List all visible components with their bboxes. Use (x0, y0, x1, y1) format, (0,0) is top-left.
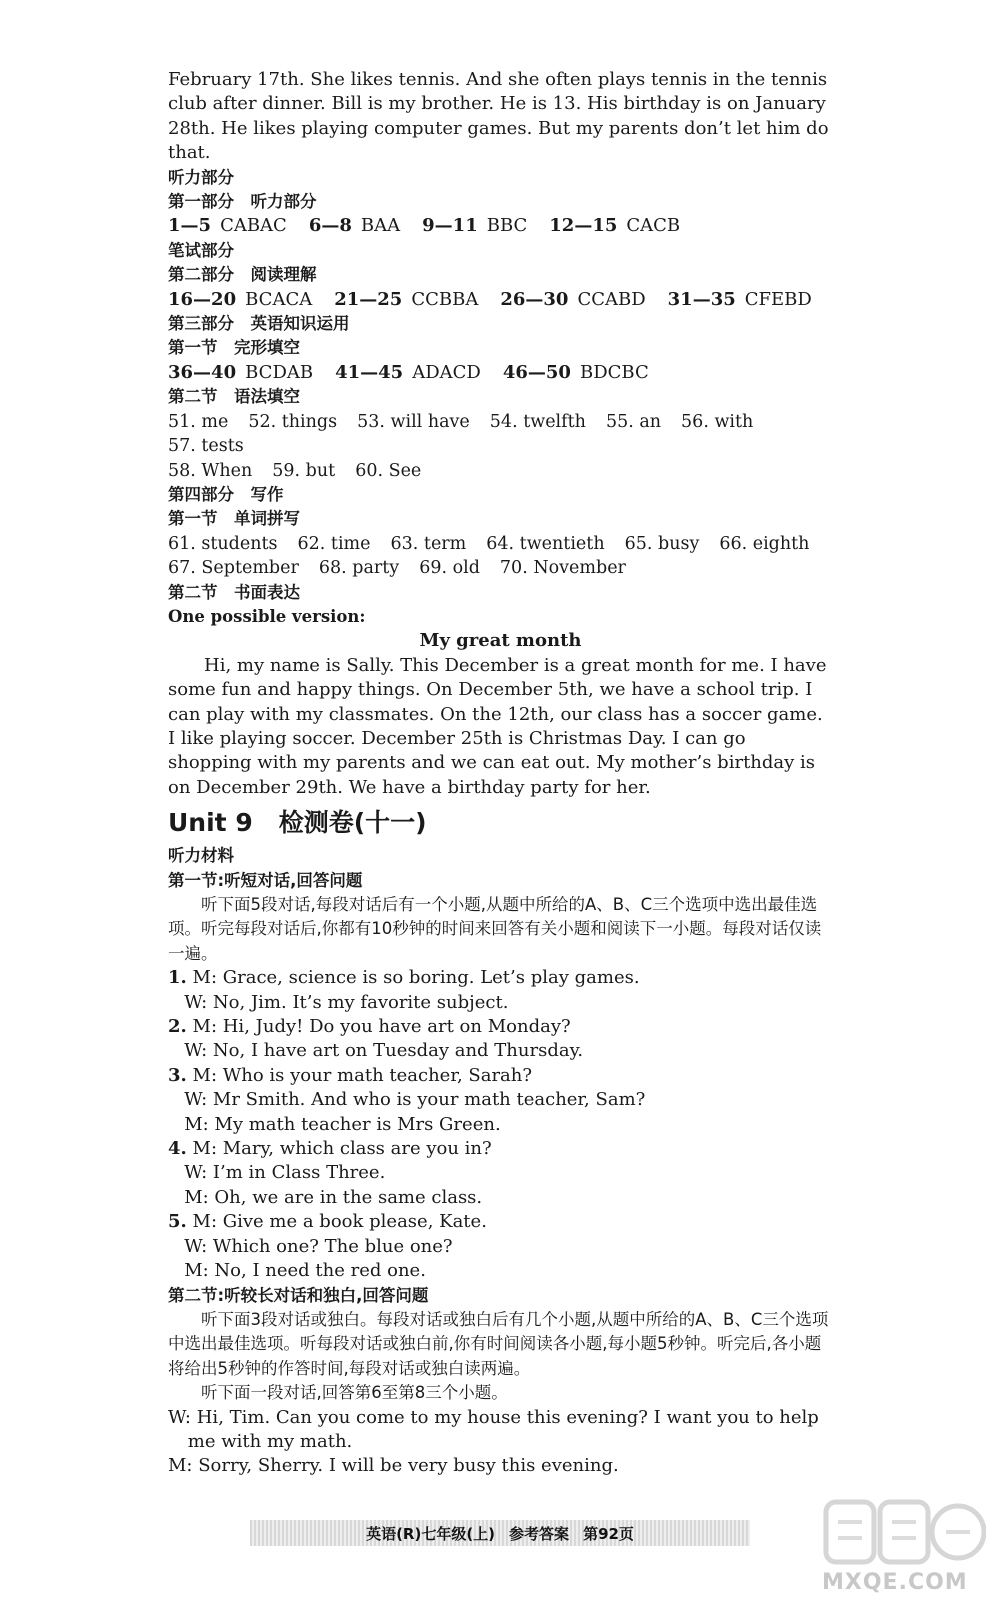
answer-letters: BAA (351, 215, 401, 237)
dialogue-text: Mr Smith. And who is your math teacher, Sam? (207, 1089, 646, 1111)
page-footer (250, 1520, 750, 1546)
part3-heading: 第三部分 英语知识运用 (168, 314, 350, 334)
speaker-label: M: (186, 1138, 218, 1160)
section2-prompt: 听下面一段对话,回答第6至第8三个小题。 (201, 1383, 508, 1403)
speaker-label: M: (168, 1455, 193, 1477)
writing-heading: 第二节 书面表达 (168, 582, 300, 602)
dialogue-text: Hi, Tim. Can you come to my house this evening? I want you to help me with my math. (187, 1406, 819, 1452)
footer-page-number: 第92页 (583, 1524, 634, 1543)
dialogue-line (168, 991, 833, 1015)
short-dialogues (168, 966, 833, 1283)
fill-answer: 62. time (297, 533, 371, 554)
fill-answer: 52. things (248, 411, 338, 432)
answer-letters: BCACA (236, 288, 313, 310)
dialogue-text: No, Jim. It’s my favorite subject. (207, 991, 509, 1013)
dialogue-text: Give me a book please, Kate. (217, 1211, 487, 1233)
fill-answer: 54. twelfth (489, 411, 586, 432)
answer-range: 21—25 (334, 288, 403, 310)
dialogue-line (168, 1015, 833, 1039)
answer-letters: BDCBC (570, 361, 649, 383)
dialogue-text: Grace, science is so boring. Let’s play games. (217, 967, 640, 989)
answer-group (335, 361, 481, 385)
fill-answer: 64. twentieth (486, 533, 605, 554)
spelling-answers-row2 (168, 556, 833, 580)
answer-range: 46—50 (502, 361, 571, 383)
dialogue-line (168, 1137, 833, 1161)
answer-letters: CABAC (211, 215, 287, 237)
fill-answer: 65. busy (624, 533, 700, 554)
listening-label: 听力部分 (168, 167, 234, 187)
dialogue-line (168, 1088, 833, 1112)
watermark-text: MXQE.COM (822, 1570, 968, 1595)
fill-answer: 58. When (168, 460, 253, 481)
question-number: 2. (168, 1016, 187, 1038)
fill-answer: 60. See (355, 460, 422, 481)
fill-answer: 55. an (605, 411, 662, 432)
dialogue-text: No, I need the red one. (208, 1260, 426, 1282)
dialogue-line (168, 1064, 833, 1088)
grammar-heading: 第二节 语法填空 (168, 387, 300, 407)
part1-answers (168, 214, 833, 238)
fill-answer: 66. eighth (719, 533, 810, 554)
answer-range: 41—45 (335, 361, 404, 383)
answer-range: 1—5 (168, 215, 212, 237)
materials-label: 听力材料 (168, 846, 234, 866)
speaker-label: M: (186, 1064, 218, 1086)
fill-answer: 70. November (499, 558, 626, 579)
fill-answer: 51. me (168, 411, 229, 432)
dialogue-text: My math teacher is Mrs Green. (208, 1113, 501, 1135)
fill-answer: 57. tests (168, 436, 244, 457)
essay-title: My great month (419, 630, 582, 652)
speaker-label: M: (184, 1186, 209, 1208)
cloze-answers (168, 361, 833, 385)
dialogue-text: Mary, which class are you in? (217, 1138, 492, 1160)
speaker-label: W: (168, 1406, 192, 1428)
footer-label: 参考答案 (509, 1524, 570, 1543)
answer-group (309, 214, 400, 238)
footer-subject: 英语(R)七年级(上) (366, 1524, 496, 1543)
speaker-label: M: (186, 967, 218, 989)
answer-range: 12—15 (549, 215, 618, 237)
fill-answer: 61. students (168, 533, 278, 554)
part2-answers (168, 288, 833, 312)
answer-range: 16—20 (168, 288, 237, 310)
part1-heading: 第一部分 听力部分 (168, 192, 317, 212)
dialogue-line (168, 1186, 833, 1210)
speaker-label: M: (186, 1016, 218, 1038)
essay-body: Hi, my name is Sally. This December is a great month for me. I have some fun and happy things. On December 5th, we have a school trip. I can play with my classmates. On the 12th, our class has a soccer game. I like playing soccer. December 25th is Christmas Day. I can go shopping with my parents and we can eat out. My mother’s birthday is on December 29th. We have a birthday party for her. (168, 654, 833, 798)
dialogue-line (168, 1259, 833, 1283)
answer-letters: BBC (477, 215, 528, 237)
fill-answer: 68. party (318, 558, 400, 579)
speaker-label: M: (186, 1211, 218, 1233)
dialogue-line (168, 1406, 833, 1455)
speaker-label: W: (184, 1040, 208, 1062)
answer-group (500, 288, 645, 312)
answer-letters: CCABD (568, 288, 646, 310)
answer-letters: BCDAB (236, 361, 314, 383)
dialogue-text: Who is your math teacher, Sarah? (217, 1064, 533, 1086)
grammar-answers-row1 (168, 410, 833, 459)
fill-answer: 67. September (168, 558, 299, 579)
dialogue-line (168, 1454, 833, 1478)
long-dialogue (168, 1406, 833, 1479)
answer-range: 36—40 (168, 361, 237, 383)
unit-label: Unit 9 (168, 808, 253, 838)
dialogue-text: Oh, we are in the same class. (208, 1186, 483, 1208)
speaker-label: W: (184, 1235, 208, 1257)
dialogue-line (168, 1235, 833, 1259)
unit-title: 检测卷(十一) (278, 808, 427, 838)
speaker-label: W: (184, 1089, 208, 1111)
written-label: 笔试部分 (168, 240, 234, 260)
answer-range: 9—11 (422, 215, 478, 237)
speaker-label: W: (184, 1162, 208, 1184)
answer-range: 31—35 (667, 288, 736, 310)
dialogue-line (168, 1210, 833, 1234)
section2-instructions: 听下面3段对话或独白。每段对话或独白后有几个小题,从题中所给的A、B、C三个选项中选出最佳选项。听每段对话或独白前,你有时间阅读各小题,每小题5秒钟。听完后,各小题将给出5秒钟的作答时间,每段对话或独白读两遍。 (168, 1309, 829, 1378)
question-number: 1. (168, 967, 187, 989)
section1-heading: 第一节:听短对话,回答问题 (168, 870, 363, 890)
question-number: 4. (168, 1138, 187, 1160)
answer-range: 6—8 (308, 215, 352, 237)
fill-answer: 56. with (681, 411, 754, 432)
dialogue-line (168, 1161, 833, 1185)
dialogue-text: Hi, Judy! Do you have art on Monday? (217, 1016, 571, 1038)
grammar-answers-row2 (168, 459, 833, 483)
fill-answer: 63. term (390, 533, 467, 554)
dialogue-line (168, 1039, 833, 1063)
answer-range: 26—30 (500, 288, 569, 310)
dialogue-text: I’m in Class Three. (207, 1162, 386, 1184)
spelling-heading: 第一节 单词拼写 (168, 509, 300, 529)
unit-heading (168, 806, 833, 840)
dialogue-text: Sorry, Sherry. I will be very busy this evening. (192, 1455, 619, 1477)
part2-heading: 第二部分 阅读理解 (168, 265, 317, 285)
answer-letters: CFEBD (735, 288, 812, 310)
answer-group (168, 361, 313, 385)
dialogue-text: No, I have art on Tuesday and Thursday. (207, 1040, 584, 1062)
speaker-label: M: (184, 1260, 209, 1282)
answer-letters: CACB (617, 215, 681, 237)
question-number: 5. (168, 1211, 187, 1233)
page-content (168, 68, 833, 1479)
speaker-label: M: (184, 1113, 209, 1135)
question-number: 3. (168, 1064, 187, 1086)
section1-instructions: 听下面5段对话,每段对话后有一个小题,从题中所给的A、B、C三个选项中选出最佳选项。听完每段对话后,你都有10秒钟的时间来回答有关小题和阅读下一小题。每段对话仅读一遍。 (168, 895, 822, 963)
answer-letters: CCBBA (402, 288, 479, 310)
answer-group (168, 214, 287, 238)
cloze-heading: 第一节 完形填空 (168, 338, 300, 358)
answer-group (334, 288, 478, 312)
part4-heading: 第四部分 写作 (168, 484, 284, 504)
answer-group (549, 214, 680, 238)
answer-group (503, 361, 649, 385)
fill-answer: 69. old (419, 558, 480, 579)
spelling-answers-row1 (168, 532, 833, 556)
answer-group (668, 288, 812, 312)
answer-group (422, 214, 527, 238)
dialogue-line (168, 1113, 833, 1137)
section2-heading: 第二节:听较长对话和独白,回答问题 (168, 1285, 429, 1305)
answer-letters: ADACD (403, 361, 481, 383)
dialogue-text: Which one? The blue one? (207, 1235, 453, 1257)
fill-answer: 59. but (272, 460, 336, 481)
top-paragraph: February 17th. She likes tennis. And she often plays tennis in the tennis club after dinner. Bill is my brother. He is 13. His birthday is on January 28th. He likes playing computer games. But my parents don’t let him do that. (168, 69, 835, 164)
version-label: One possible version: (168, 606, 366, 626)
dialogue-line (168, 966, 833, 990)
fill-answer: 53. will have (357, 411, 470, 432)
speaker-label: W: (184, 991, 208, 1013)
answer-group (168, 288, 312, 312)
